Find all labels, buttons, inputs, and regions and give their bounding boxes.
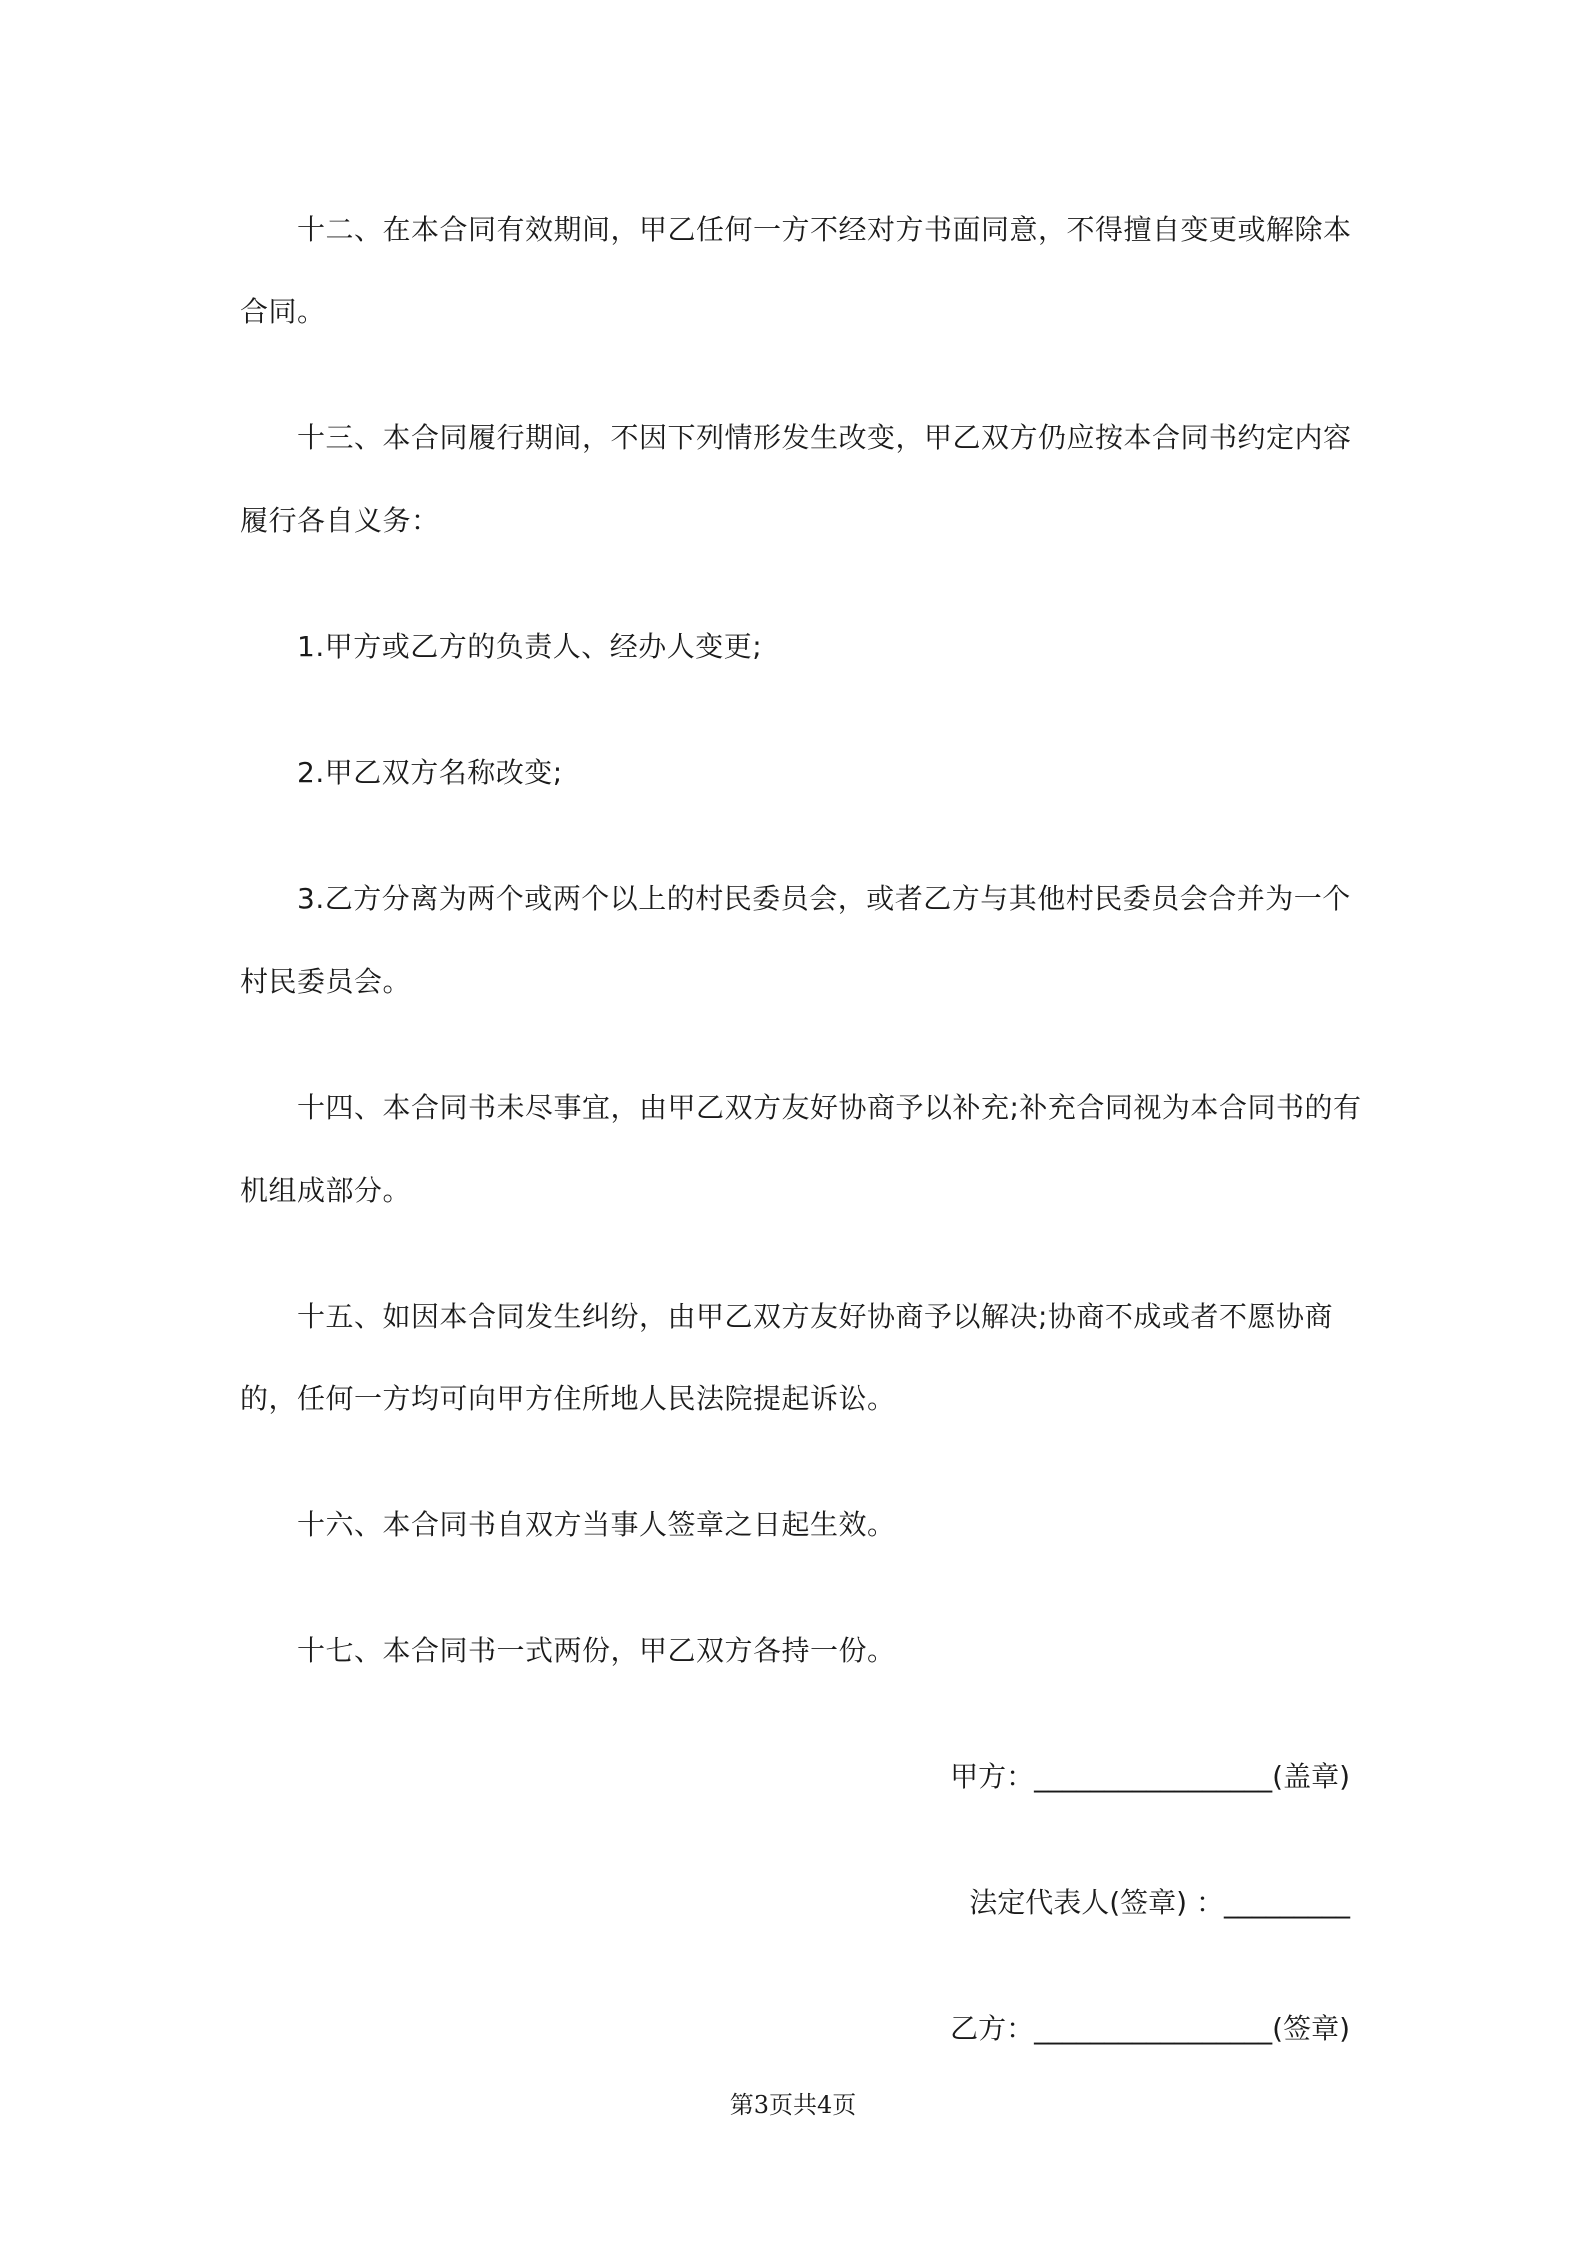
legal-representative-signature-line: 法定代表人(签章) ：_________ bbox=[969, 1886, 1350, 1919]
clause-13-item-3-line-2: 村民委员会。 bbox=[240, 965, 412, 998]
clause-15-line-1: 十五、如因本合同发生纠纷，由甲乙双方友好协商予以解决;协商不成或者不愿协商 bbox=[297, 1300, 1333, 1333]
clause-13-line-1: 十三、本合同履行期间，不因下列情形发生改变，甲乙双方仍应按本合同书约定内容 bbox=[297, 421, 1352, 454]
clause-14-line-1: 十四、本合同书未尽事宜，由甲乙双方友好协商予以补充;补充合同视为本合同书的有 bbox=[297, 1091, 1362, 1124]
clause-12-line-1: 十二、在本合同有效期间，甲乙任何一方不经对方书面同意，不得擅自变更或解除本 bbox=[297, 213, 1352, 246]
clause-16: 十六、本合同书自双方当事人签章之日起生效。 bbox=[297, 1508, 896, 1541]
clause-13-item-2: 2.甲乙双方名称改变; bbox=[297, 756, 563, 789]
clause-13-line-2: 履行各自义务： bbox=[240, 504, 440, 537]
page-number-footer: 第3页共4页 bbox=[729, 2091, 857, 2119]
clause-17: 十七、本合同书一式两份，甲乙双方各持一份。 bbox=[297, 1634, 896, 1667]
clause-15-line-2: 的，任何一方均可向甲方住所地人民法院提起诉讼。 bbox=[240, 1382, 896, 1415]
clause-13-item-3-line-1: 3.乙方分离为两个或两个以上的村民委员会，或者乙方与其他村民委员会合并为一个 bbox=[297, 882, 1351, 915]
clause-14-line-2: 机组成部分。 bbox=[240, 1174, 412, 1207]
clause-12-line-2: 合同。 bbox=[240, 295, 326, 328]
party-b-signature-line: 乙方：_________________(签章) bbox=[950, 2012, 1350, 2045]
party-a-signature-line: 甲方：_________________(盖章) bbox=[950, 1760, 1350, 1793]
clause-13-item-1: 1.甲方或乙方的负责人、经办人变更; bbox=[297, 630, 763, 663]
